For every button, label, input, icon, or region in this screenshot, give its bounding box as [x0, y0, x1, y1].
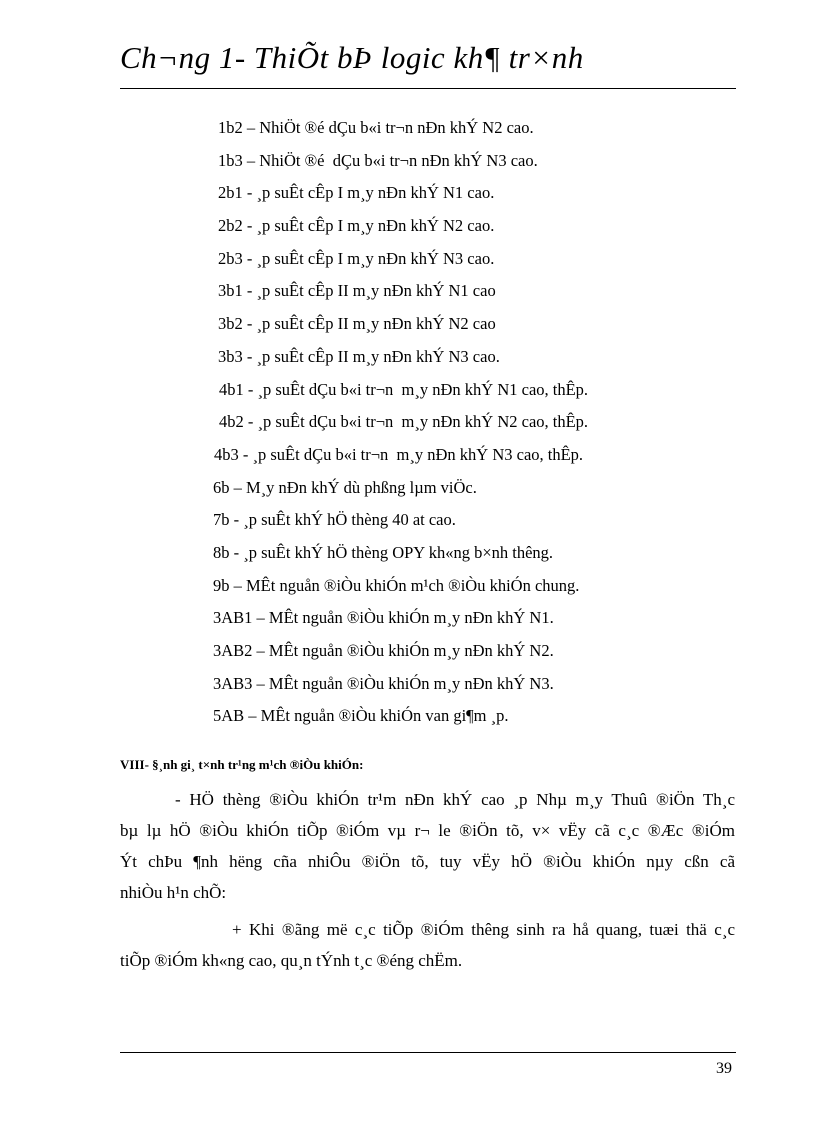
list-item: 6b – M¸y nÐn khÝ dù phßng lµm viÖc.	[213, 477, 477, 497]
list-item: 3b1 - ¸p suÊt cÊp II m¸y nÐn khÝ N1 cao	[218, 281, 496, 301]
list-item: 3AB2 – MÊt nguån ®iÒu khiÓn m¸y nÐn khÝ N2.	[213, 641, 554, 660]
paragraph-line: nhiÒu h¹n chÕ:	[120, 883, 227, 902]
section-heading: VIII- §¸nh gi¸ t×nh tr¹ng m¹ch ®iÒu khiÓn:	[120, 757, 364, 772]
list-item: 4b3 - ¸p suÊt dÇu b«i tr¬n m¸y nÐn khÝ N3 cao, thÊp.	[214, 444, 584, 464]
paragraph-line: - HÖ thèng ®iÒu khiÓn tr¹m nÐn khÝ cao ¸p Nhµ m¸y Thuû ®iÖn Th¸c	[175, 790, 735, 809]
paragraph-1	[120, 784, 735, 908]
header-rule	[120, 88, 736, 89]
paragraph-2	[120, 914, 735, 976]
list-item: 3AB1 – MÊt nguån ®iÒu khiÓn m¸y nÐn khÝ N1.	[213, 608, 554, 628]
list-item: 2b1 - ¸p suÊt cÊp I m¸y nÐn khÝ N1 cao.	[218, 183, 495, 203]
list-item: 9b – MÊt nguån ®iÒu khiÓn m¹ch ®iÒu khiÓn chung.	[213, 575, 580, 595]
list-item: 2b2 - ¸p suÊt cÊp I m¸y nÐn khÝ N2 cao.	[218, 216, 495, 236]
paragraph-line: Ýt chÞu ¶nh hëng cña nhiÔu ®iÖn tõ, tuy vËy hÖ ®iÒu khiÓn nµy cßn cã	[120, 852, 735, 871]
list-item: 4b2 - ¸p suÊt dÇu b«i tr¬n m¸y nÐn khÝ N2 cao, thÊp.	[219, 412, 589, 432]
paragraph-line: + Khi ®ãng më c¸c tiÕp ®iÓm thêng sinh ra hå quang, tuæi thä c¸c	[232, 920, 735, 939]
list-item: 3b3 - ¸p suÊt cÊp II m¸y nÐn khÝ N3 cao.	[218, 346, 500, 366]
list-item: 1b2 – NhiÖt ®é dÇu b«i tr¬n nÐn khÝ N2 cao.	[218, 118, 534, 137]
list-item: 8b - ¸p suÊt khÝ hÖ thèng OPY kh«ng b×nh thêng.	[213, 542, 554, 562]
footer-rule	[120, 1052, 736, 1053]
page-header-title: Ch¬ng 1- ThiÕt bÞ logic kh¶ tr×nh	[120, 40, 584, 75]
list-item: 3b2 - ¸p suÊt cÊp II m¸y nÐn khÝ N2 cao	[218, 314, 496, 334]
list-item: 5AB – MÊt nguån ®iÒu khiÓn van gi¶m ¸p.	[213, 706, 509, 726]
list-item: 3AB3 – MÊt nguån ®iÒu khiÓn m¸y nÐn khÝ N3.	[213, 673, 554, 693]
page-number: 39	[716, 1060, 732, 1077]
paragraph-line: tiÕp ®iÓm kh«ng cao, qu¸n tÝnh t¸c ®éng chËm.	[120, 951, 463, 970]
list-item: 4b1 - ¸p suÊt dÇu b«i tr¬n m¸y nÐn khÝ N1 cao, thÊp.	[219, 379, 589, 399]
list-item: 7b - ¸p suÊt khÝ hÖ thèng 40 at cao.	[213, 510, 456, 530]
paragraph-line: bµ lµ hÖ ®iÒu khiÓn tiÕp ®iÓm vµ r¬ le ®iÖn tõ, v× vËy cã c¸c ®Æc ®iÓm	[120, 821, 735, 840]
alarm-signal-list	[213, 112, 588, 733]
list-item: 2b3 - ¸p suÊt cÊp I m¸y nÐn khÝ N3 cao.	[218, 248, 495, 268]
list-item: 1b3 – NhiÖt ®é dÇu b«i tr¬n nÐn khÝ N3 cao.	[218, 150, 538, 170]
